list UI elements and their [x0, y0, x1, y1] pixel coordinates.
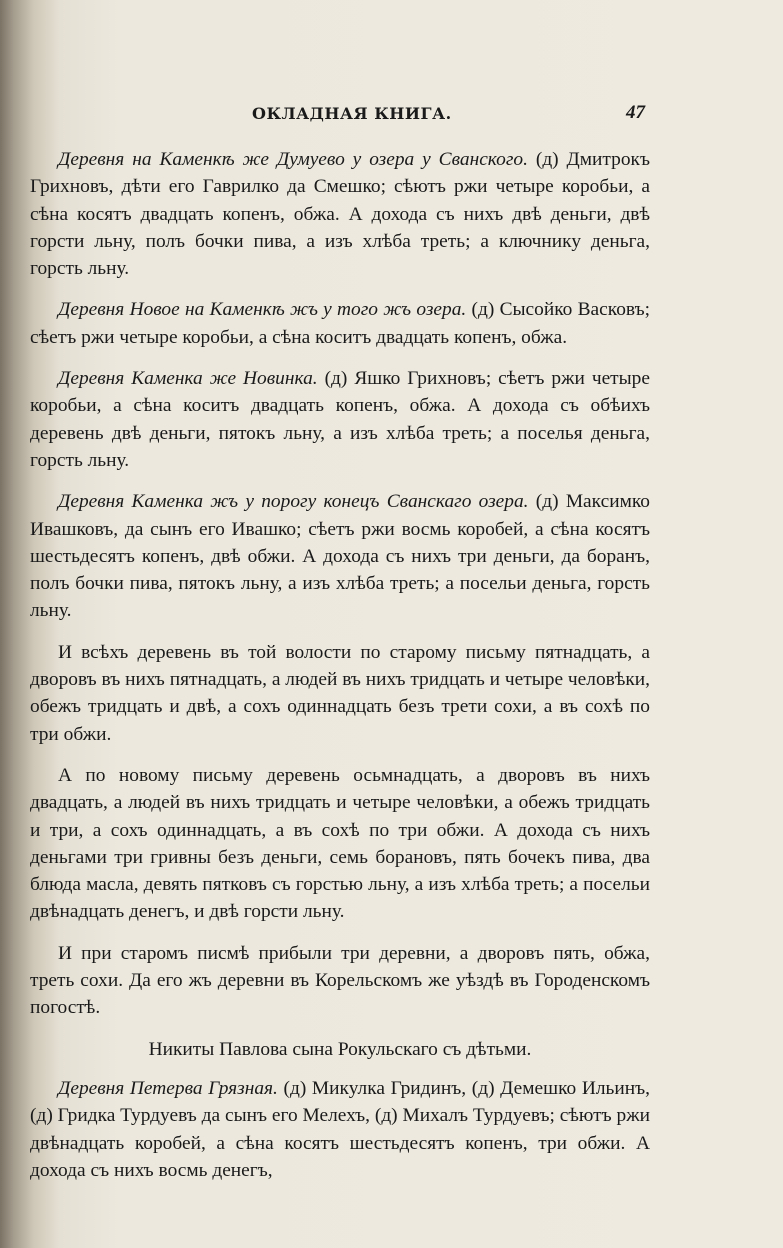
- paragraph-text: И при старомъ писмѣ прибыли три деревни, а дворовъ пять, обжа, треть сохи. Да его жъ деревни въ Корельскомъ же уѣздѣ въ Городенскомъ погостѣ.: [30, 942, 650, 1019]
- place-name: Деревня Новое на Каменкѣ жъ у того жъ озера.: [58, 299, 467, 321]
- paragraph: [30, 146, 650, 282]
- paragraph: [30, 488, 650, 624]
- running-title: ОКЛАДНАЯ КНИГА.: [252, 104, 452, 123]
- paragraph: [30, 365, 650, 474]
- place-name: Деревня на Каменкѣ же Думуево у озера у Сванского.: [58, 149, 528, 170]
- place-name: Деревня Каменка же Новинка.: [58, 368, 318, 390]
- paragraph: [30, 940, 650, 1022]
- paragraph-text: (д) Сысойко Васковъ; сѣетъ ржи четыре коробьи, а сѣна коситъ двадцать копенъ, обжа.: [30, 299, 650, 348]
- place-name: Деревня Каменка жъ у порогу конецъ Сванскаго озера.: [58, 491, 529, 513]
- paragraph: [30, 762, 650, 926]
- paragraph: [30, 296, 650, 351]
- paragraph: [30, 1075, 650, 1184]
- page-header: [0, 104, 783, 134]
- paragraph-text: А по новому письму деревень осьмнадцать, а дворовъ въ нихъ двадцать, а людей въ нихъ тридцать и четыре человѣки, а обежъ тридцать и три, а сохъ одиннадцать, а въ сохѣ по три обжи. А дохода съ нихъ деньгами три гривны безъ деньги, семь борановъ, пять бочекъ пива, два блюда масла, девять пятковъ съ горстью льну, а изъ хлѣба треть; а посельи двѣнадцать денегъ, и двѣ горсти льну.: [30, 764, 650, 923]
- place-name: Деревня Петерва Грязная.: [58, 1077, 278, 1099]
- text-block: [30, 146, 650, 1198]
- paragraph-text: (д) Максимко Ивашковъ, да сынъ его Ивашко; сѣетъ ржи восмь коробей, а сѣна косятъ шестьдесятъ копенъ, двѣ обжи. А дохода съ нихъ три деньги, да боранъ, полъ бочки пива, пятокъ льну, а изъ хлѣба треть; а посельи деньга, горсть льну.: [30, 491, 650, 622]
- paragraph: [30, 639, 650, 748]
- paragraph-text: (д) Дмитрокъ Грихновъ, дѣти его Гаврилко да Смешко; сѣютъ ржи четыре коробьи, а сѣна косятъ двадцать копенъ, обжа. А дохода съ нихъ двѣ деньги, двѣ горсти льну, полъ бочки пива, а изъ хлѣба треть; а ключнику деньга, горсть льну.: [30, 149, 650, 280]
- paragraph-text: И всѣхъ деревень въ той волости по старому письму пятнадцать, а дворовъ въ нихъ пятнадцать, а людей въ нихъ тридцать и четыре человѣки, обежъ тридцать и двѣ, а сохъ одиннадцать безъ трети сохи, а въ сохѣ по три обжи.: [30, 641, 650, 745]
- section-title: Никиты Павлова сына Рокульскаго съ дѣтьми.: [148, 1038, 532, 1060]
- paragraph-text: (д) Яшко Грихновъ; сѣетъ ржи четыре коробьи, а сѣна коситъ двадцать копенъ, обжа. А дохода съ обѣихъ деревень двѣ деньги, пятокъ льну, а изъ хлѣба треть; а поселья деньга, горсть льну.: [30, 368, 650, 471]
- paragraph-text: (д) Микулка Гридинъ, (д) Демешко Ильинъ, (д) Гридка Турдуевъ да сынъ его Мелехъ, (д) Михалъ Турдуевъ; сѣютъ ржи двѣнадцать коробей, а сѣна косятъ шестьдесятъ копенъ, три обжи. А дохода съ нихъ восмь денегъ,: [30, 1077, 650, 1181]
- page-number: 47: [626, 102, 645, 123]
